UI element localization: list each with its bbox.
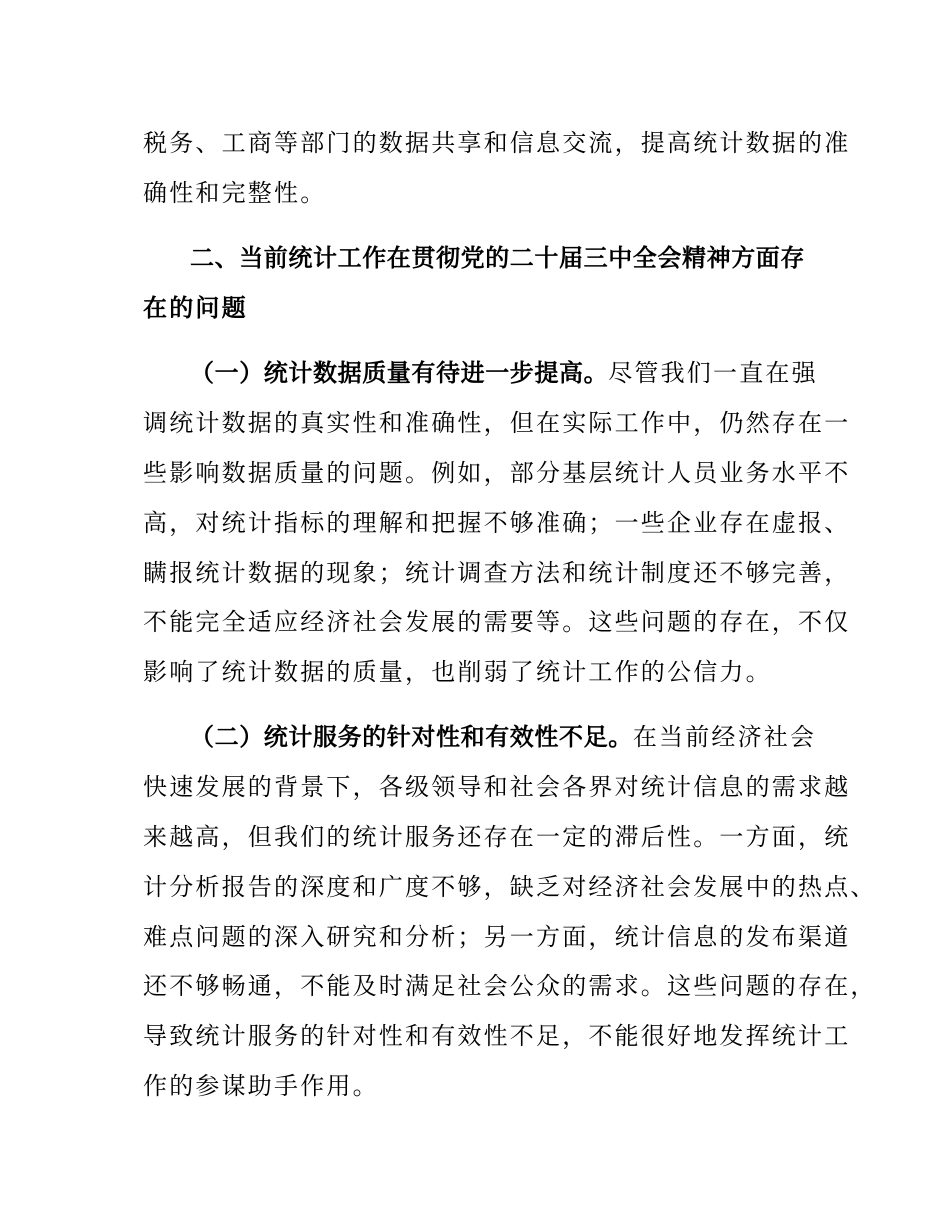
problem-one-line-7: 影响了统计数据的质量，也削弱了统计工作的公信力。 — [143, 658, 772, 686]
problem-one-line-4: 高，对统计指标的理解和把握不够准确；一些企业存在虚报、 — [143, 509, 851, 537]
continuation-line-1: 税务、工商等部门的数据共享和信息交流，提高统计数据的准 — [143, 129, 851, 157]
problem-two-line-6: 还不够畅通，不能及时满足社会公众的需求。这些问题的存在， — [143, 972, 877, 1000]
problem-two-first-line — [190, 722, 816, 752]
problem-one-line-5: 瞒报统计数据的现象；统计调查方法和统计制度还不够完善， — [143, 559, 851, 587]
continuation-line-2: 确性和完整性。 — [143, 179, 327, 207]
problem-two-line-8: 作的参谋助手作用。 — [143, 1072, 379, 1100]
problem-one-lead: （一）统计数据质量有待进一步提高。 — [190, 359, 609, 387]
problem-one-line-2: 调统计数据的真实性和准确性，但在实际工作中，仍然存在一 — [143, 409, 851, 437]
problem-two-line-5: 难点问题的深入研究和分析；另一方面，统计信息的发布渠道 — [143, 923, 851, 951]
problem-two-lead: （二）统计服务的针对性和有效性不足。 — [190, 723, 633, 751]
problem-two-line-2: 快速发展的背景下，各级领导和社会各界对统计信息的需求越 — [143, 773, 851, 801]
problem-two-line-4: 计分析报告的深度和广度不够，缺乏对经济社会发展中的热点、 — [143, 873, 877, 901]
problem-one-line-6: 不能完全适应经济社会发展的需要等。这些问题的存在，不仅 — [143, 608, 851, 636]
section-heading-line-2: 在的问题 — [143, 294, 248, 322]
problem-two-line-7: 导致统计服务的针对性和有效性不足，不能很好地发挥统计工 — [143, 1022, 851, 1050]
section-heading-line-1: 二、当前统计工作在贯彻党的二十届三中全会精神方面存 — [190, 244, 805, 272]
problem-one-line-3: 些影响数据质量的问题。例如，部分基层统计人员业务水平不 — [143, 459, 851, 487]
problem-one-first-line — [190, 358, 818, 388]
problem-two-first-line-rest: 在当前经济社会 — [632, 723, 817, 751]
problem-one-first-line-rest: 尽管我们一直在强 — [608, 359, 818, 387]
problem-two-line-3: 来越高，但我们的统计服务还存在一定的滞后性。一方面，统 — [143, 823, 851, 851]
